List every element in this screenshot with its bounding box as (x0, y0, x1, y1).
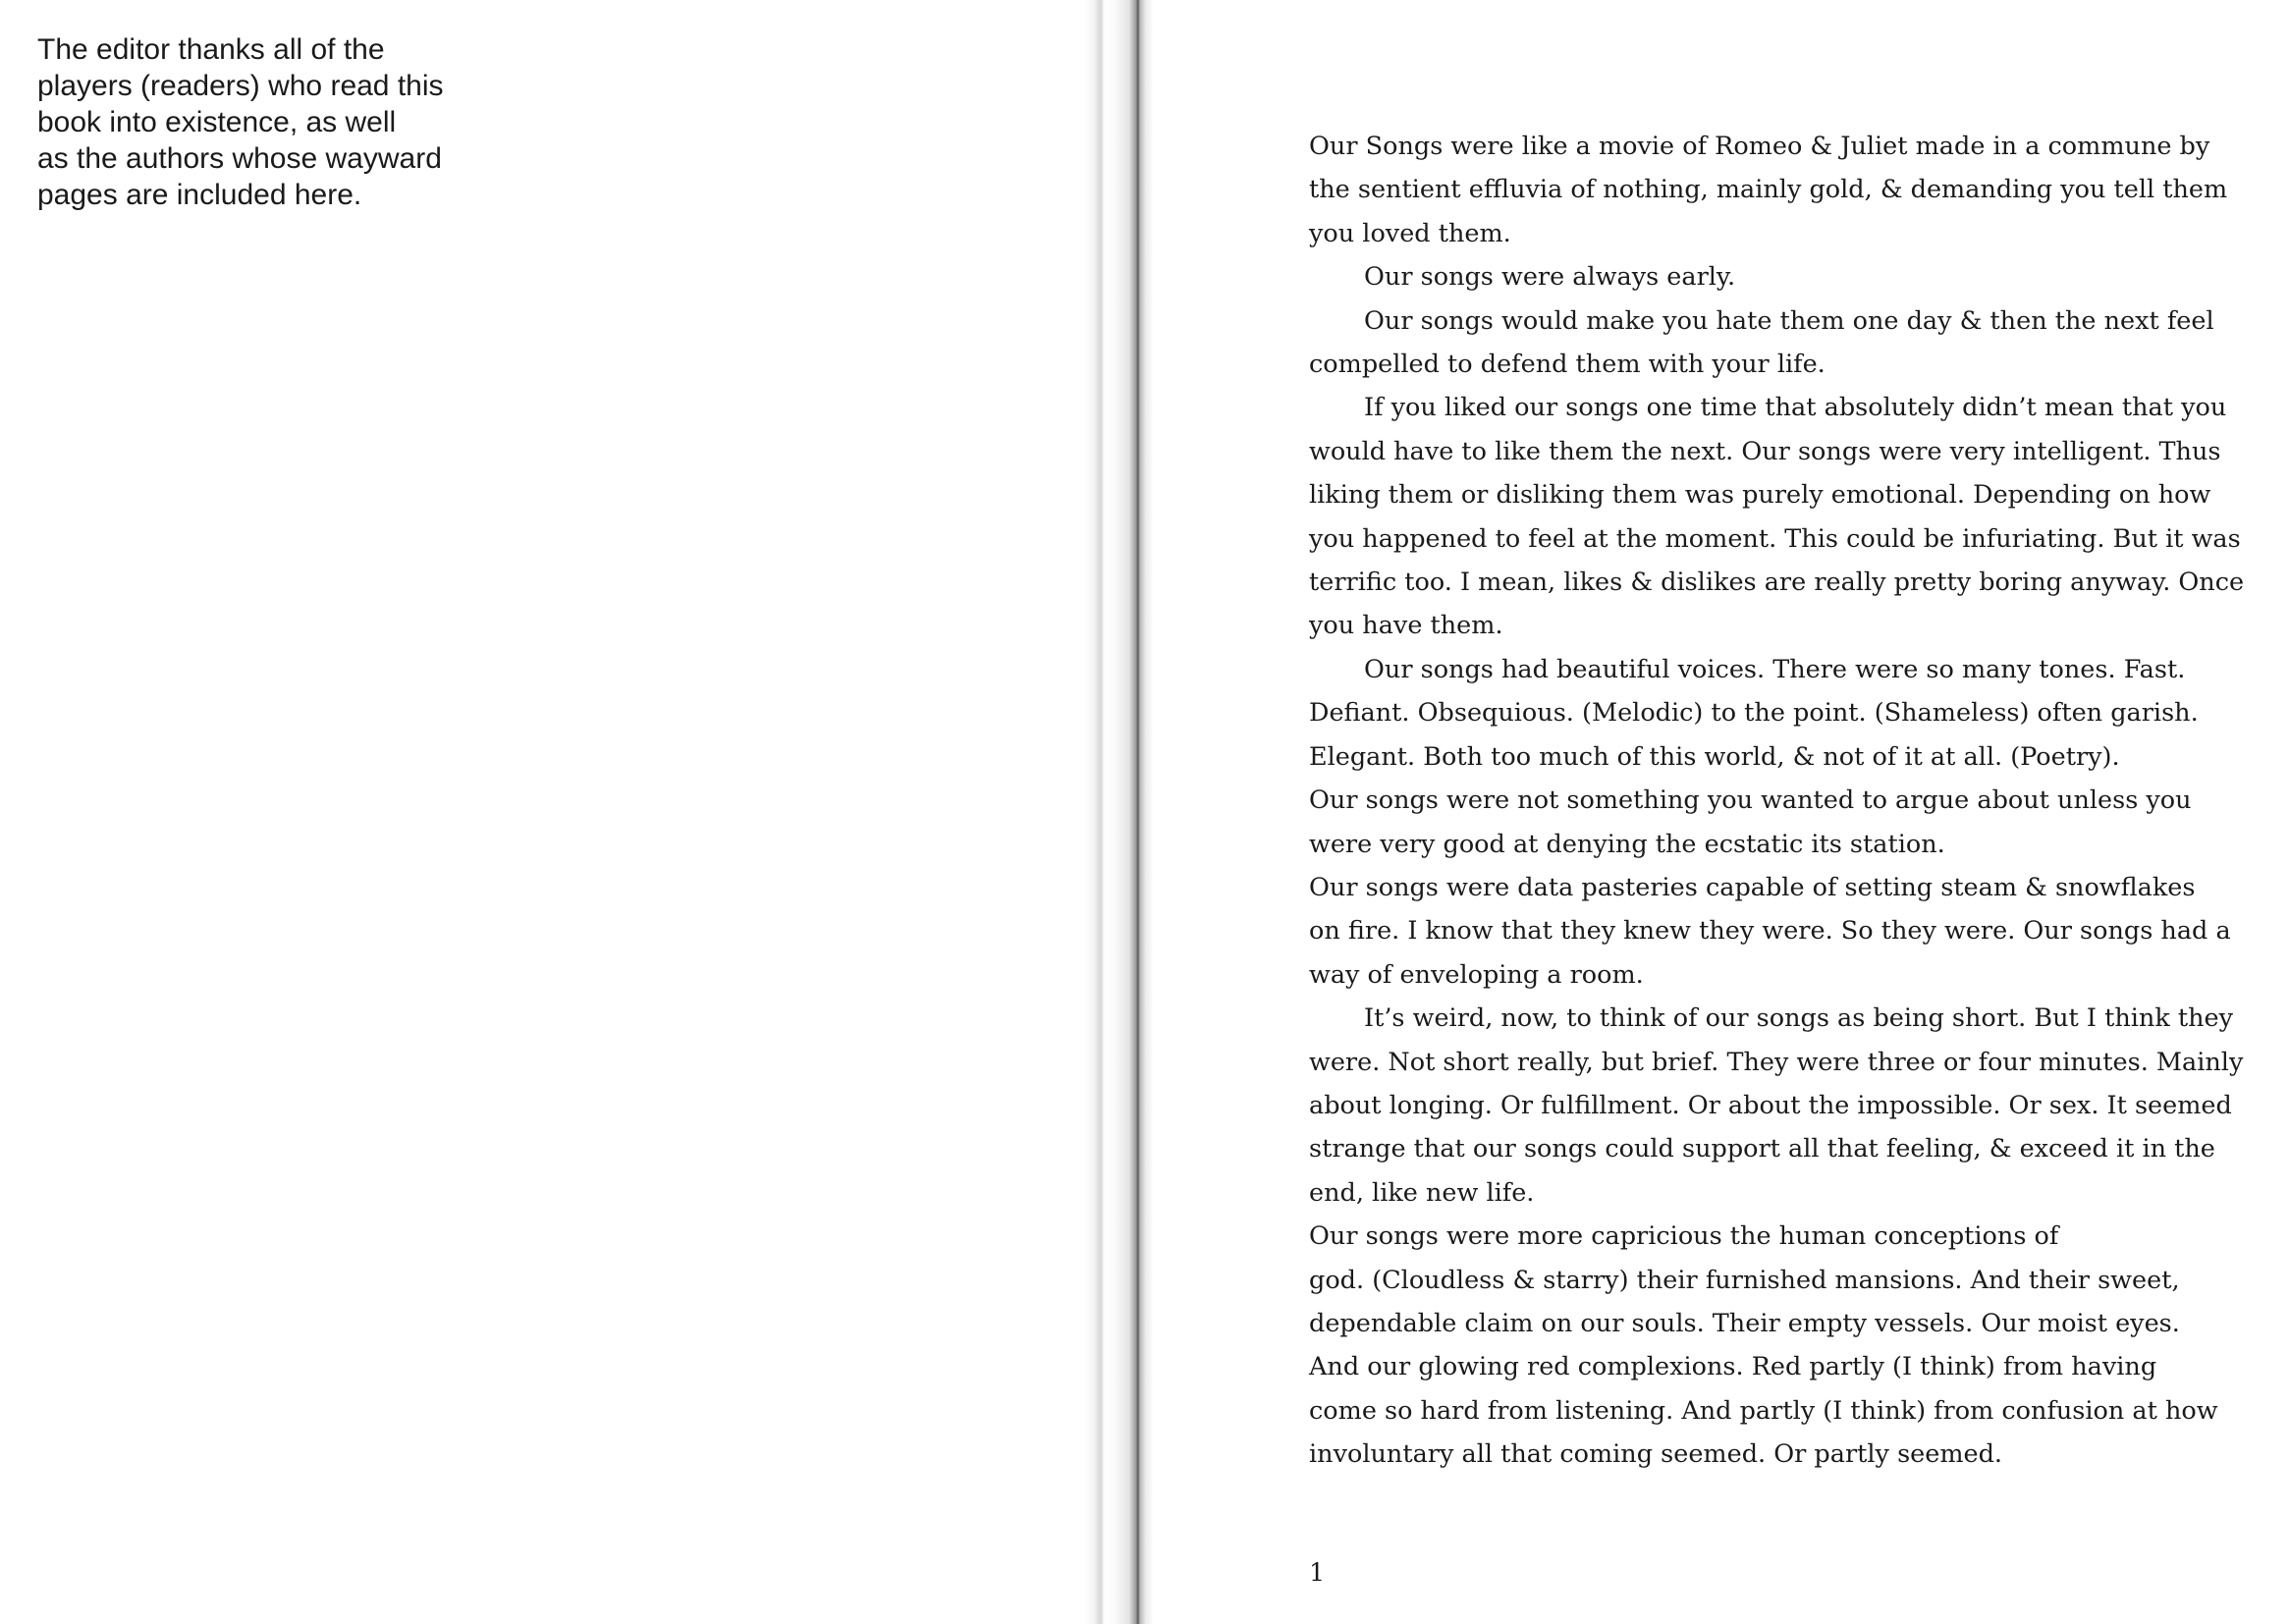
text-line: And our glowing red complexions. Red partly (I think) from having (1309, 1352, 2157, 1382)
text-line: involuntary all that coming seemed. Or partly seemed. (1309, 1439, 2003, 1470)
acknowledgment-line: players (readers) who read this (37, 70, 444, 102)
text-line: way of enveloping a room. (1309, 959, 1644, 990)
text-line: were. Not short really, but brief. They were three or four minutes. Mainly (1309, 1047, 2244, 1077)
text-line: on fire. I know that they knew they were. So they were. Our songs had a (1309, 916, 2231, 947)
acknowledgment-line: pages are included here. (37, 179, 362, 211)
acknowledgment-line: The editor thanks all of the (37, 33, 385, 66)
body-text (1309, 125, 2271, 1477)
text-line: the sentient effluvia of nothing, mainly gold, & demanding you tell them (1309, 175, 2228, 205)
text-line: end, like new life. (1309, 1177, 1535, 1208)
text-line: It’s weird, now, to think of our songs as being short. But I think they (1364, 1003, 2234, 1034)
text-line: you loved them. (1309, 218, 1511, 248)
acknowledgment-text (37, 31, 509, 213)
text-line: dependable claim on our souls. Their empty vessels. Our moist eyes. (1309, 1308, 2180, 1338)
text-line: liking them or disliking them was purely emotional. Depending on how (1309, 480, 2211, 511)
text-line: come so hard from listening. And partly (I think) from confusion at how (1309, 1395, 2218, 1426)
text-line: were very good at denying the ecstatic its station. (1309, 829, 1945, 859)
text-line: Our songs were data pasteries capable of setting steam & snowflakes (1309, 872, 2196, 902)
text-line: strange that our songs could support all that feeling, & exceed it in the (1309, 1134, 2215, 1164)
text-line: god. (Cloudless & starry) their furnished mansions. And their sweet, (1309, 1265, 2180, 1295)
book-gutter-shadow (1085, 0, 1154, 1624)
text-line: Our Songs were like a movie of Romeo & Juliet made in a commune by (1309, 132, 2210, 161)
text-line: would have to like them the next. Our songs were very intelligent. Thus (1309, 436, 2221, 466)
acknowledgment-line: book into existence, as well (37, 106, 397, 138)
right-page (1154, 0, 2289, 1624)
left-page (0, 0, 1090, 1624)
text-line: Our songs were always early. (1364, 262, 1736, 293)
text-line: compelled to defend them with your life. (1309, 350, 1826, 380)
text-line: If you liked our songs one time that absolutely didn’t mean that you (1364, 393, 2227, 423)
acknowledgment-line: as the authors whose wayward (37, 142, 442, 175)
text-line: terrific too. I mean, likes & dislikes are really pretty boring anyway. Once (1309, 568, 2245, 598)
text-line: Our songs were not something you wanted to argue about unless you (1309, 785, 2192, 816)
text-line: about longing. Or fulfillment. Or about the impossible. Or sex. It seemed (1309, 1090, 2232, 1120)
text-line: you have them. (1309, 611, 1503, 641)
text-line: you happened to feel at the moment. This could be infuriating. But it was (1309, 523, 2241, 554)
text-line: Our songs would make you hate them one day & then the next feel (1364, 305, 2214, 336)
text-line: Our songs had beautiful voices. There were so many tones. Fast. (1364, 654, 2186, 684)
text-line: Defiant. Obsequious. (Melodic) to the point. (Shameless) often garish. (1309, 698, 2199, 729)
text-line: Elegant. Both too much of this world, & not of it at all. (Poetry). (1309, 741, 2120, 772)
page-number: 1 (1309, 1558, 1326, 1588)
text-line: Our songs were more capricious the human conceptions of (1309, 1221, 2059, 1252)
